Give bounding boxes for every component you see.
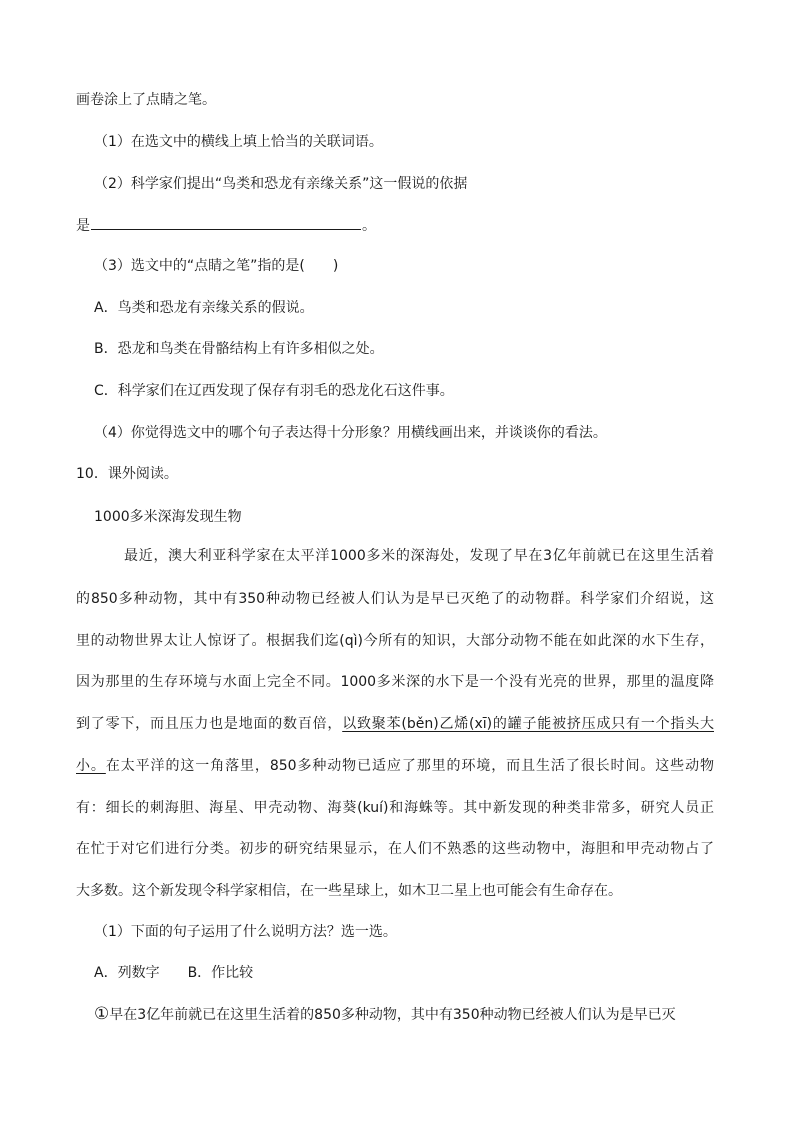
section-10-heading: 10．课外阅读。 — [76, 466, 178, 482]
article-line-1: 最近，澳大利亚科学家在太平洋1000多米的深海处，发现了早在3亿年前就已在这里生活着 — [124, 548, 714, 564]
article-title: 1000多米深海发现生物 — [94, 509, 242, 525]
question-2-answer-line — [76, 215, 376, 236]
sentence-1 — [94, 1004, 676, 1025]
answer-suffix: 。 — [362, 218, 376, 234]
option-10-b: B．作比较 — [187, 965, 254, 981]
article-line-2: 的850多种动物，其中有350种动物已经被人们认为是早已灭绝了的动物群。科学家们介绍说，这 — [76, 591, 714, 607]
underlined-sentence: 以致聚苯(běn)乙烯(xī)的罐子能被挤压成只有一个指头大 — [342, 716, 714, 732]
question-1: （1）在选文中的横线上填上恰当的关联词语。 — [94, 134, 383, 150]
article-line-3: 里的动物世界太让人惊讶了。根据我们迄(qì)今所有的知识，大部分动物不能在如此深的水下生存， — [76, 633, 714, 649]
article-text: 到了零下，而且压力也是地面的数百倍， — [76, 716, 343, 732]
question-10-1: （1）下面的句子运用了什么说明方法？选一选。 — [94, 924, 397, 940]
article-line-5 — [76, 714, 714, 734]
circled-number-1: ① — [94, 1004, 110, 1024]
options-10-1 — [94, 963, 253, 983]
article-line-4: 因为那里的生存环境与水面上完全不同。1000多米深的水下是一个没有光亮的世界，那里的温度降 — [76, 674, 714, 690]
underlined-sentence-end: 小。 — [76, 758, 106, 774]
article-text: 在太平洋的这一角落里，850多种动物已适应了那里的环境，而且生活了很长时间。这些动物 — [105, 758, 714, 774]
option-a: A．鸟类和恐龙有亲缘关系的假说。 — [94, 300, 314, 316]
sentence-1-text: 早在3亿年前就已在这里生活着的850多种动物，其中有350种动物已经被人们认为是早已灭 — [109, 1007, 676, 1023]
answer-prefix: 是 — [76, 218, 90, 234]
option-b: B．恐龙和鸟类在骨骼结构上有许多相似之处。 — [94, 341, 384, 357]
article-line-6 — [76, 756, 714, 776]
paragraph-fragment: 画卷涂上了点睛之笔。 — [76, 92, 216, 108]
question-4: （4）你觉得选文中的哪个句子表达得十分形象？用横线画出来，并谈谈你的看法。 — [94, 425, 607, 441]
article-line-7: 有：细长的刺海胆、海星、甲壳动物、海葵(kuí)和海蛛等。其中新发现的种类非常多，研究人员正 — [76, 800, 714, 816]
option-10-a: A．列数字 — [94, 965, 160, 981]
article-line-8: 在忙于对它们进行分类。初步的研究结果显示，在人们不熟悉的这些动物中，海胆和甲壳动物占了 — [76, 841, 714, 857]
article-line-9: 大多数。这个新发现令科学家相信，在一些星球上，如木卫二星上也可能会有生命存在。 — [76, 883, 622, 899]
answer-blank[interactable] — [91, 215, 361, 230]
question-3: （3）选文中的“点睛之笔”指的是( ) — [94, 258, 339, 274]
option-c: C．科学家们在辽西发现了保存有羽毛的恐龙化石这件事。 — [94, 383, 454, 399]
question-2: （2）科学家们提出“鸟类和恐龙有亲缘关系”这一假说的依据 — [94, 176, 468, 192]
